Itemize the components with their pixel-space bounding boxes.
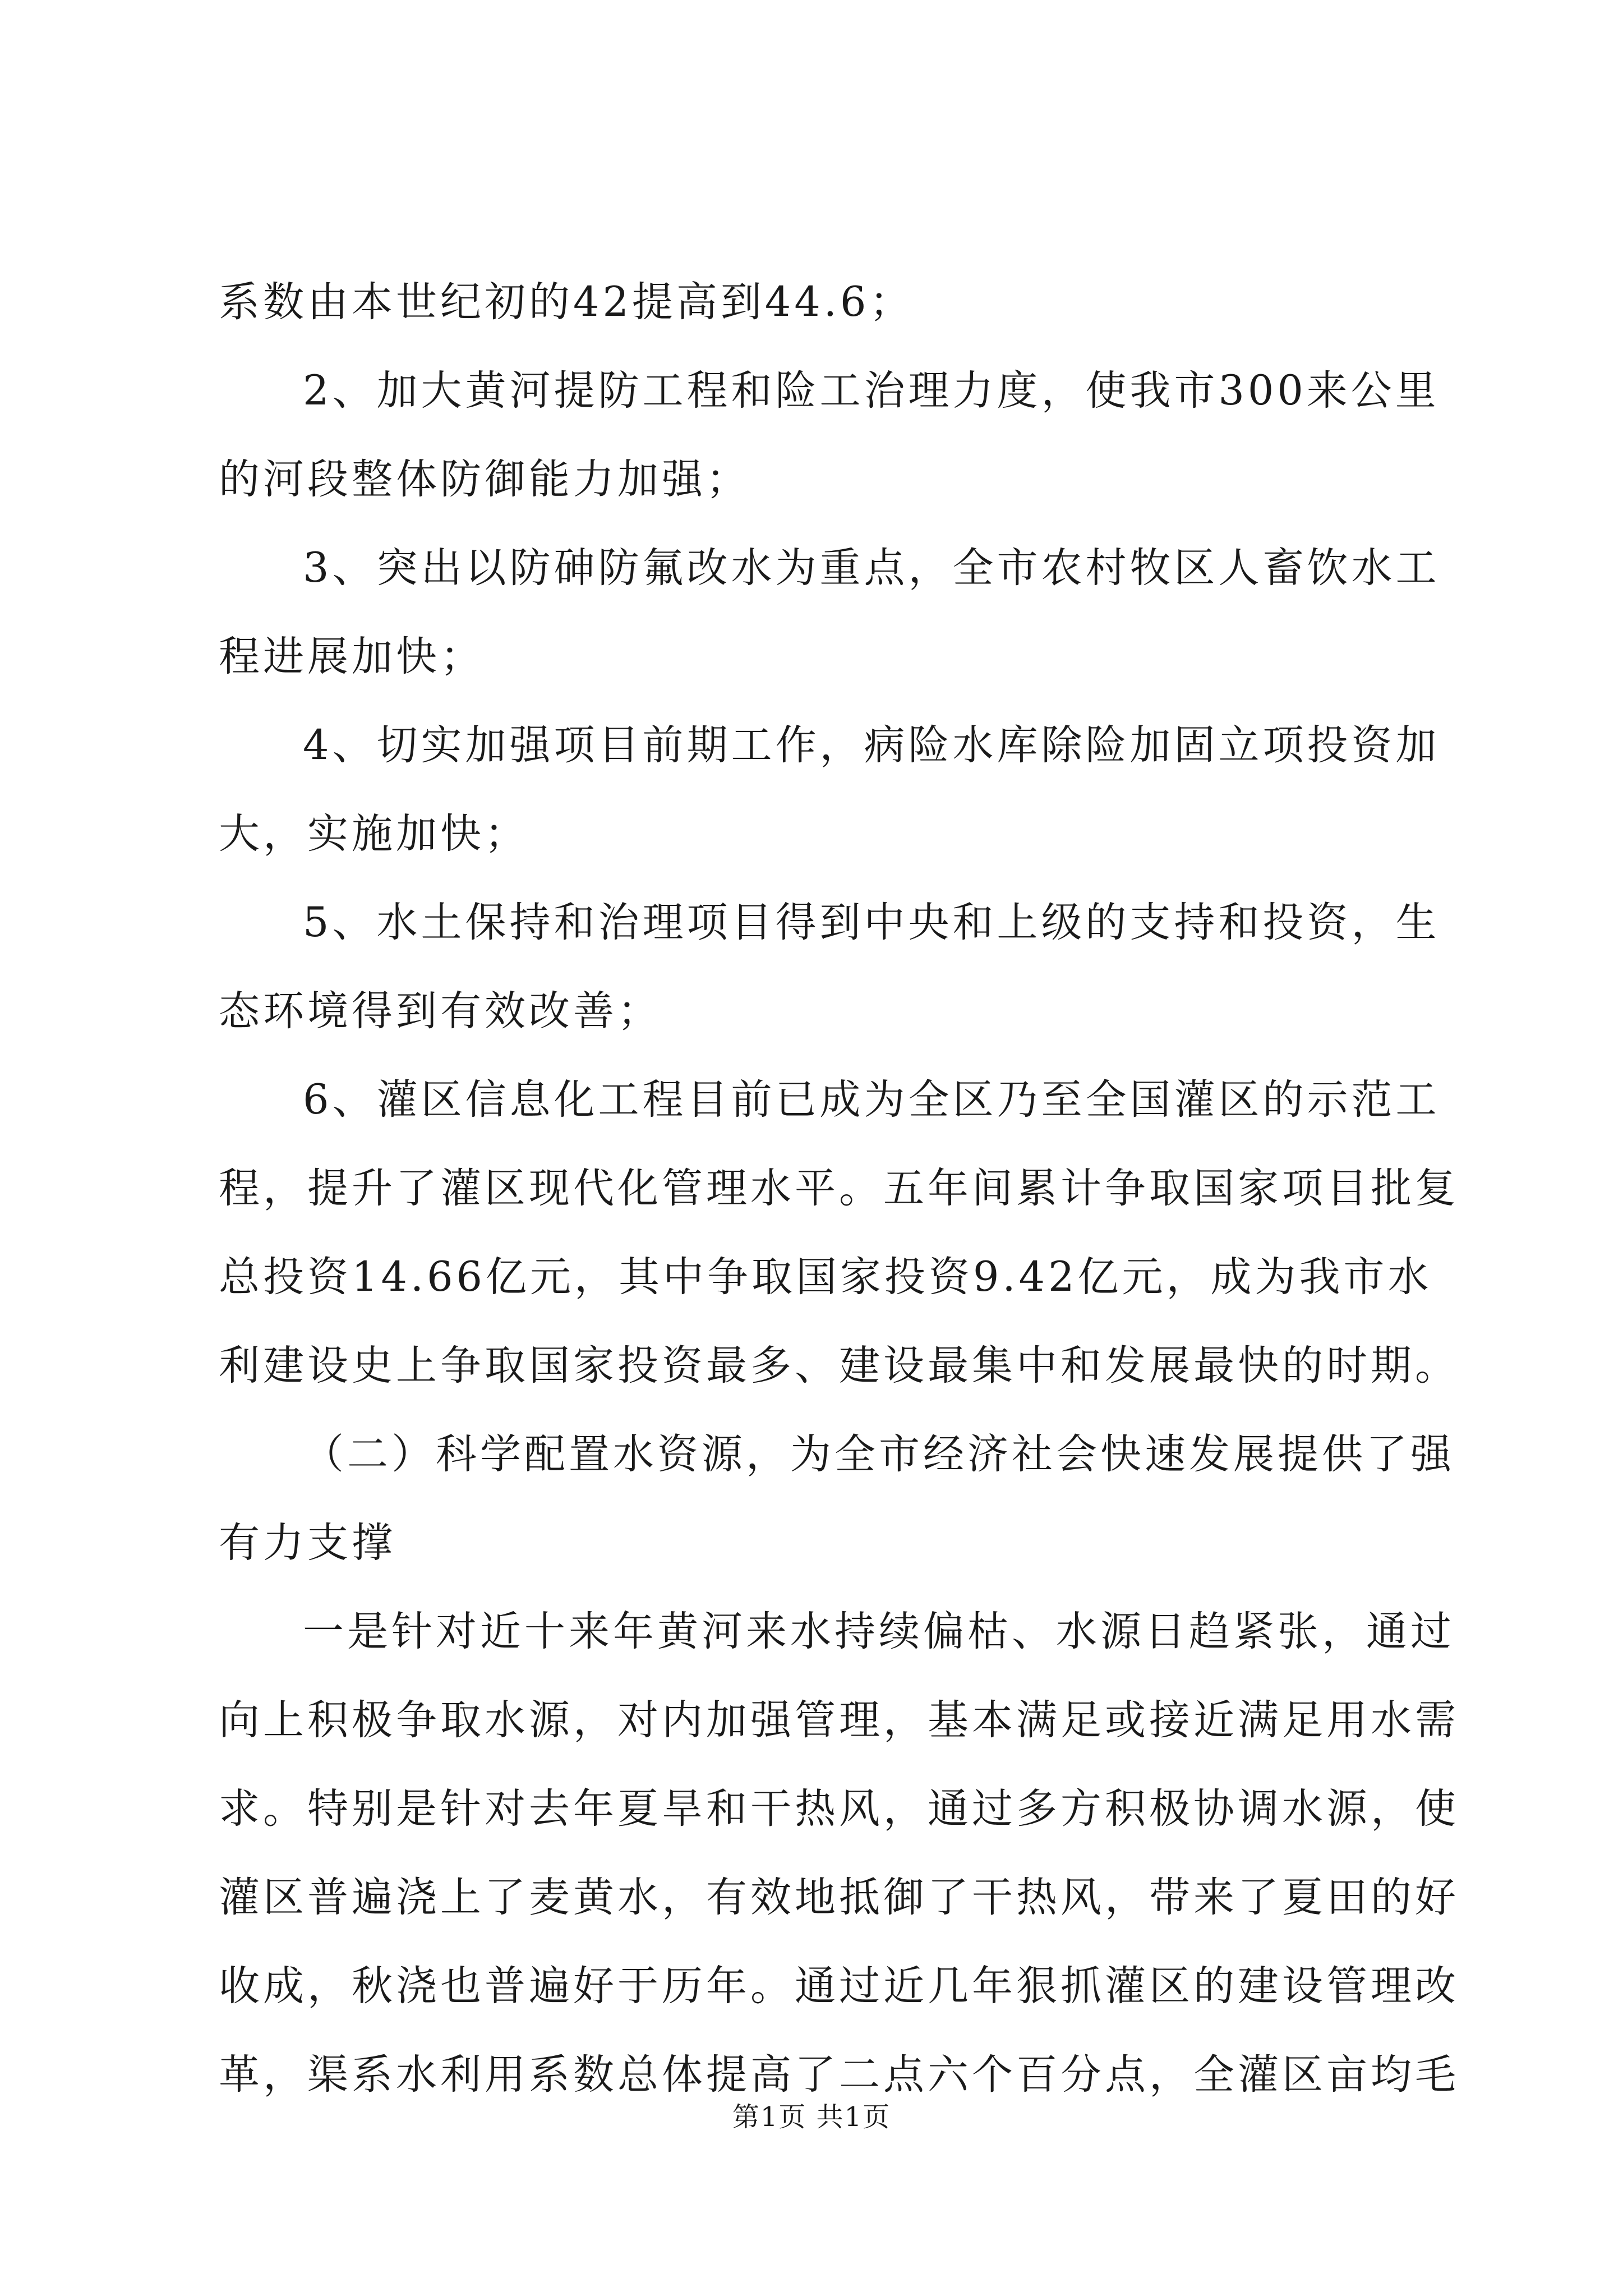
list-item-4: 4、切实加强项目前期工作，病险水库除险加固立项投资加 [303,721,1440,769]
text-line: 大，实施加快； [219,810,529,858]
text-line: 收成，秋浇也普遍好于历年。通过近几年狠抓灌区的建设管理改 [219,1962,1459,2010]
text-line: 程，提升了灌区现代化管理水平。五年间累计争取国家项目批复 [219,1165,1459,1212]
text-line: 的河段整体防御能力加强； [219,455,750,503]
text-line: 革，渠系水利用系数总体提高了二点六个百分点，全灌区亩均毛 [219,2051,1459,2099]
text-line: 求。特别是针对去年夏旱和干热风，通过多方积极协调水源，使 [219,1785,1459,1833]
text-line: 程进展加快； [219,633,485,680]
section-heading-continued: 有力支撑 [219,1519,396,1567]
text-line: 利建设史上争取国家投资最多、建设最集中和发展最快的时期。 [219,1342,1459,1389]
text-line: 态环境得到有效改善； [219,987,662,1035]
text-line: 向上积极争取水源，对内加强管理，基本满足或接近满足用水需 [219,1696,1459,1744]
text-line: 系数由本世纪初的42提高到44.6； [219,278,914,326]
list-item-3: 3、突出以防砷防氟改水为重点，全市农村牧区人畜饮水工 [303,544,1440,592]
document-body [219,258,1459,2119]
list-item-6: 6、灌区信息化工程目前已成为全区乃至全国灌区的示范工 [303,1076,1440,1124]
section-heading: （二）科学配置水资源，为全市经济社会快速发展提供了强 [303,1430,1455,1478]
list-item-2: 2、加大黄河提防工程和险工治理力度，使我市300来公里 [303,367,1440,415]
text-line: 灌区普遍浇上了麦黄水，有效地抵御了干热风，带来了夏田的好 [219,1874,1459,1921]
paragraph-start: 一是针对近十来年黄河来水持续偏枯、水源日趋紧张，通过 [303,1608,1455,1655]
text-line: 总投资14.66亿元，其中争取国家投资9.42亿元，成为我市水 [219,1253,1432,1301]
page-number-footer: 第1页 共1页 [732,2101,891,2133]
list-item-5: 5、水土保持和治理项目得到中央和上级的支持和投资，生 [303,899,1440,946]
